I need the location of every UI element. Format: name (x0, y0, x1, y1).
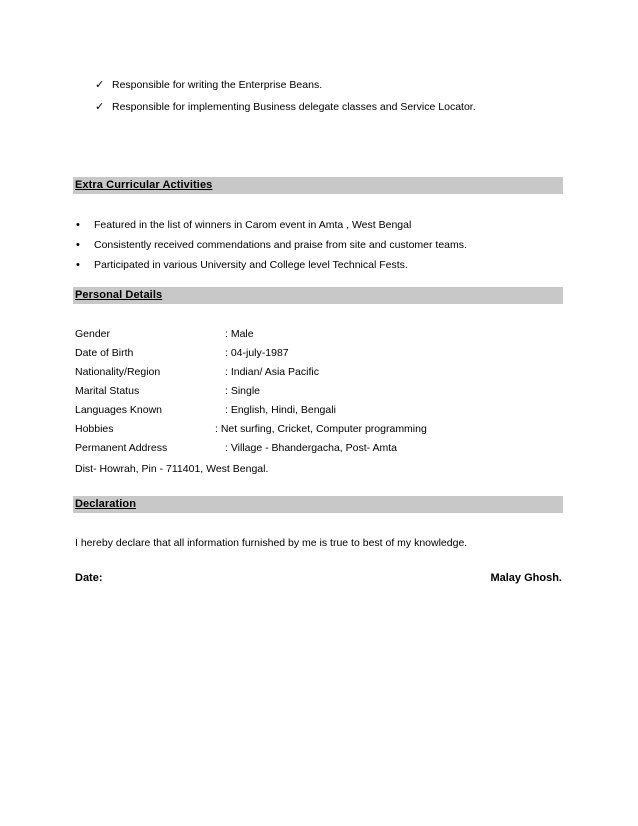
checkmark-icon: ✓ (95, 101, 105, 113)
detail-value: : Male (225, 328, 254, 340)
detail-label: Marital Status (75, 385, 140, 397)
bullet-icon: • (76, 239, 80, 251)
bullet-icon: • (76, 259, 80, 271)
detail-row-marital-status (75, 384, 575, 403)
detail-label: Date of Birth (75, 347, 134, 359)
detail-label: Hobbies (75, 423, 114, 435)
list-item (76, 238, 596, 258)
activity-text: Participated in various University and College level Technical Fests. (94, 259, 408, 271)
section-title: Personal Details (75, 289, 163, 301)
checkmark-icon: ✓ (95, 79, 105, 91)
section-header-extra-curricular (73, 177, 563, 194)
list-item (76, 258, 596, 278)
detail-row-nationality (75, 365, 575, 384)
detail-row-permanent-address (75, 441, 575, 460)
detail-row-dob (75, 346, 575, 365)
detail-row-gender (75, 327, 575, 346)
detail-value: : Single (225, 385, 261, 397)
address-continued: Dist- Howrah, Pin - 711401, West Bengal. (75, 463, 269, 475)
detail-label: Languages Known (75, 404, 162, 416)
activity-text: Featured in the list of winners in Carom event in Amta , West Bengal (94, 219, 412, 231)
detail-label: Nationality/Region (75, 366, 161, 378)
responsibility-text: Responsible for implementing Business delegate classes and Service Locator. (112, 101, 476, 113)
list-item (95, 100, 615, 122)
responsibility-list (95, 78, 615, 122)
detail-row-hobbies (75, 422, 575, 441)
date-label: Date: (75, 572, 103, 584)
responsibility-text: Responsible for writing the Enterprise Beans. (112, 79, 323, 91)
section-header-declaration (73, 496, 563, 513)
detail-value: : Net surfing, Cricket, Computer programming (215, 423, 427, 435)
bullet-icon: • (76, 219, 80, 231)
section-header-personal-details (73, 287, 563, 304)
detail-value: : Indian/ Asia Pacific (225, 366, 319, 378)
detail-label: Gender (75, 328, 111, 340)
detail-value: : Village - Bhandergacha, Post- Amta (225, 442, 397, 454)
section-title: Declaration (75, 498, 137, 510)
detail-label: Permanent Address (75, 442, 168, 454)
signatory-name: Malay Ghosh. (490, 572, 562, 584)
activity-text: Consistently received commendations and praise from site and customer teams. (94, 239, 467, 251)
list-item (76, 218, 596, 238)
detail-value: : 04-july-1987 (225, 347, 289, 359)
declaration-text: I hereby declare that all information furnished by me is true to best of my knowledge. (75, 537, 468, 549)
section-title: Extra Curricular Activities (75, 179, 213, 191)
list-item (95, 78, 615, 100)
detail-value: : English, Hindi, Bengali (225, 404, 336, 416)
extra-curricular-list (76, 218, 596, 278)
detail-row-languages (75, 403, 575, 422)
personal-details-table (75, 327, 575, 460)
